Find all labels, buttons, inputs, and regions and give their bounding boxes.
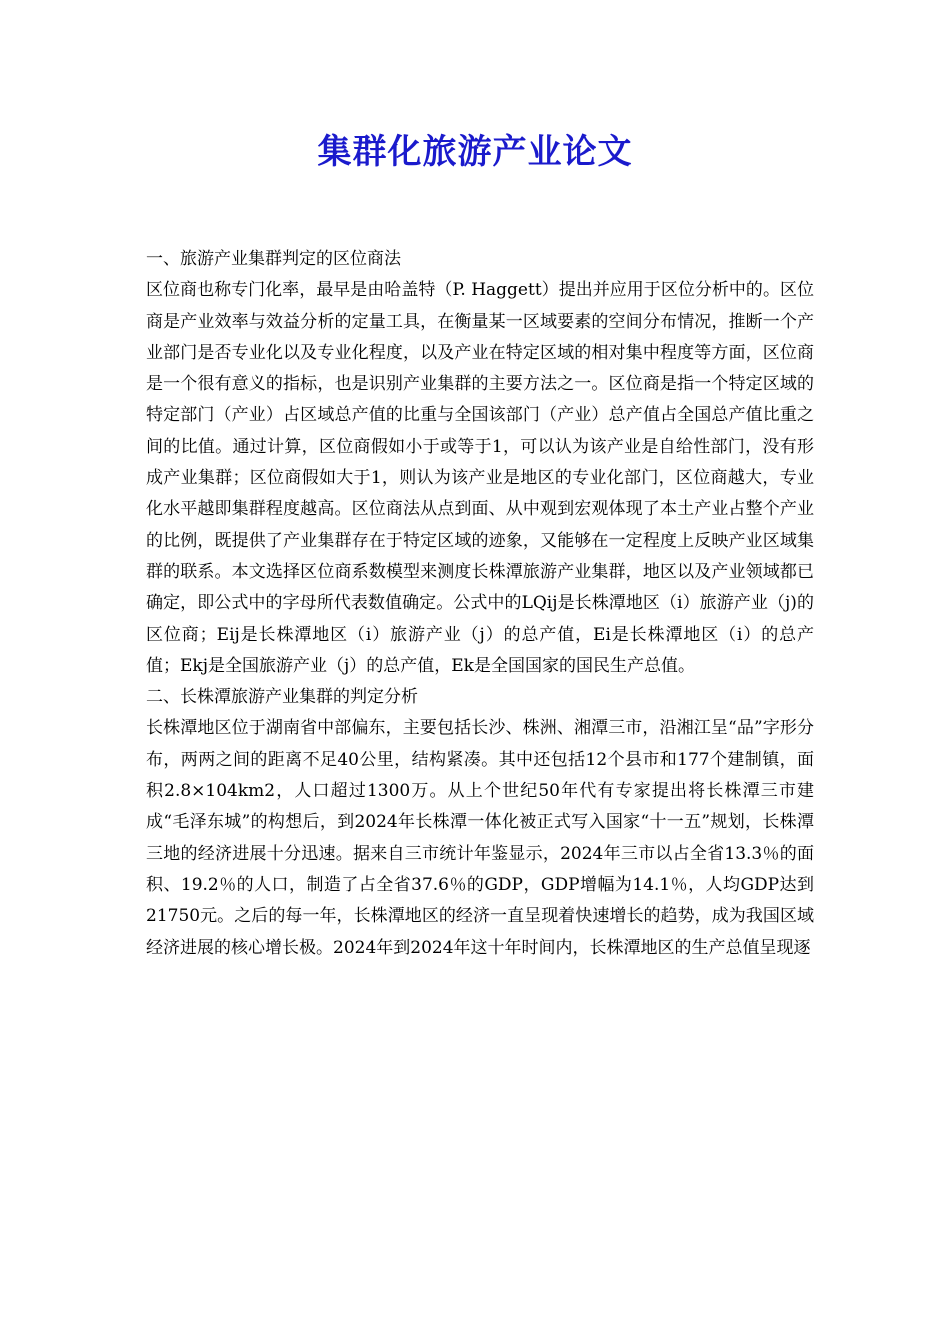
document-body [146,244,814,964]
section-paragraph-2: 长株潭地区位于湖南省中部偏东，主要包括长沙、株洲、湘潭三市，沿湘江呈“品”字形分布，两两之间的距离不足40公里，结构紧凑。其中还包括12个县市和177个建制镇，面积2.8×104km2，人口超过1300万。从上个世纪50年代有专家提出将长株潭三市建成“毛泽东城”的构想后，到2024年长株潭一体化被正式写入国家“十一五”规划，长株潭三地的经济进展十分迅速。据来自三市统计年鉴显示，2024年三市以占全省13.3％的面积、19.2％的人口，制造了占全省37.6％的GDP，GDP增幅为14.1％，人均GDP达到21750元。之后的每一年，长株潭地区的经济一直呈现着快速增长的趋势，成为我国区域经济进展的核心增长极。2024年到2024年这十年时间内，长株潭地区的生产总值呈现逐 [146,718,814,958]
section-heading-2: 二、长株潭旅游产业集群的判定分析 [146,687,418,708]
section-heading-1: 一、旅游产业集群判定的区位商法 [146,249,401,269]
section-paragraph-1: 区位商也称专门化率，最早是由哈盖特（P. Haggett）提出并应用于区位分析中的。区位商是产业效率与效益分析的定量工具，在衡量某一区域要素的空间分布情况，推断一个产业部门是否专业化以及专业化程度，以及产业在特定区域的相对集中程度等方面，区位商是一个很有意义的指标，也是识别产业集群的主要方法之一。区位商是指一个特定区域的特定部门（产业）占区域总产值的比重与全国该部门（产业）总产值占全国总产值比重之间的比值。通过计算，区位商假如小于或等于1，可以认为该产业是自给性部门，没有形成产业集群；区位商假如大于1，则认为该产业是地区的专业化部门，区位商越大，专业化水平越即集群程度越高。区位商法从点到面、从中观到宏观体现了本土产业占整个产业的比例，既提供了产业集群存在于特定区域的迹象，又能够在一定程度上反映产业区域集群的联系。本文选择区位商系数模型来测度长株潭旅游产业集群，地区以及产业领域都已确定，即公式中的字母所代表数值确定。公式中的LQij是长株潭地区（i）旅游产业（j)的区位商；Eij是长株潭地区（i）旅游产业（j）的总产值，Ei是长株潭地区（i）的总产值；Ekj是全国旅游产业（j）的总产值，Ek是全国国家的国民生产总值。 [146,280,814,676]
document-title: 集群化旅游产业论文 [317,132,633,172]
